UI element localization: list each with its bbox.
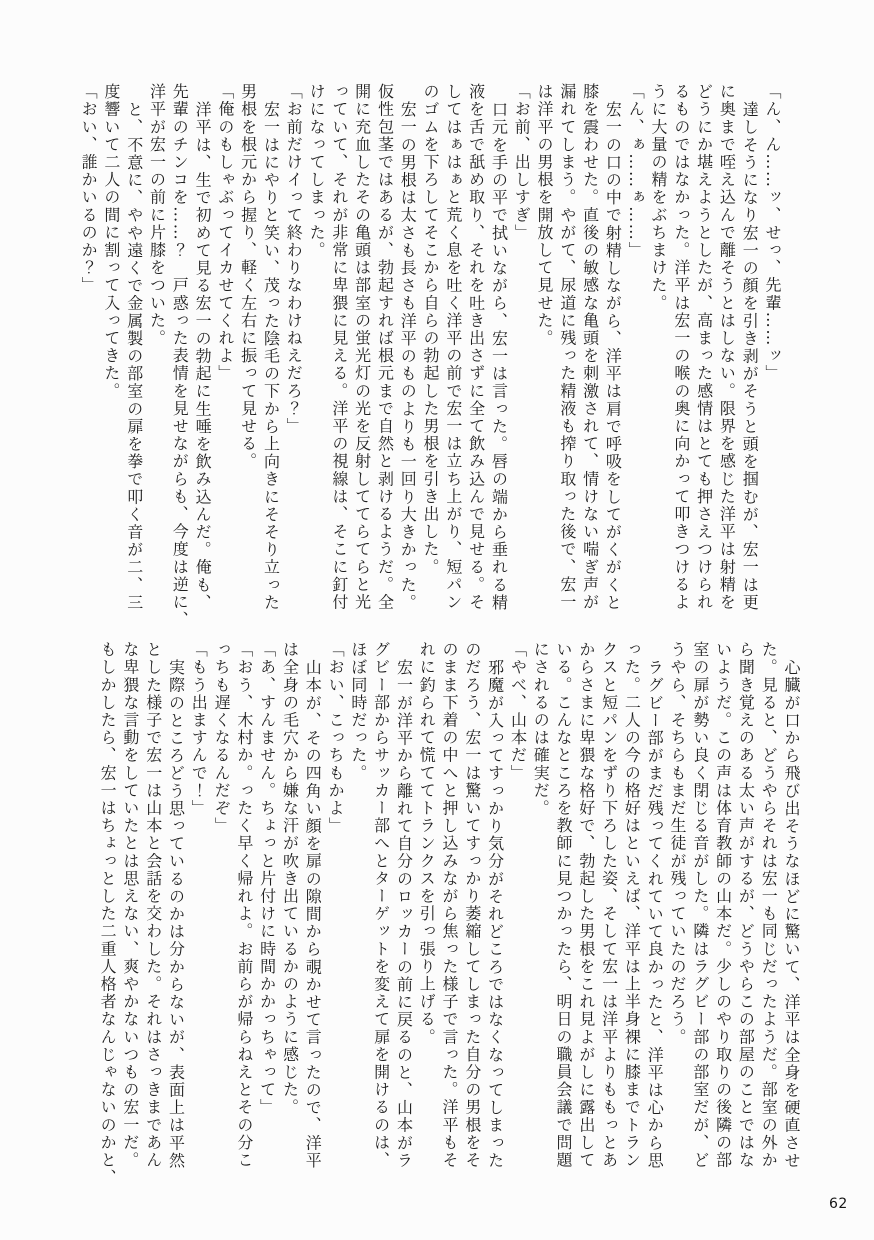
text-line: のゴムを下ろしてそこから自らの勃起した男根を引き出した。: [421, 83, 441, 576]
text-line: 洋平は、生で初めて見る宏一の勃起に生唾を飲み込んだ。俺も、: [193, 100, 213, 611]
text-line: うに大量の精をぶちまけた。: [649, 83, 669, 312]
text-line: と、不意に、やや遠くで金属製の部室の扉を拳で叩く音が二、三: [124, 100, 144, 611]
text-line: のだろう、宏一は驚いてすっかり萎縮してしまった自分の男根をそ: [462, 641, 482, 1169]
text-line: もしかしたら、宏一はちょっとした二重人格者なんじゃないのかと、: [98, 641, 118, 1187]
text-line: 宏一が洋平から離れて自分のロッカーの前に戻るのと、山本がラ: [394, 658, 414, 1169]
text-line: ら聞き覚えのある太い声がするが、どうやらこの部屋のことではな: [736, 641, 756, 1169]
text-line: 「おう、木村か。ったく早く帰れよ。お前らが帰らねえとその分こ: [234, 641, 254, 1169]
vertical-text-block-bottom: [95, 641, 802, 1187]
text-line: 仮性包茎ではあるが、勃起すれば根元まで自然と剥けるようだ。全: [375, 83, 395, 611]
text-line: グビー部からサッカー部へとターゲットを変えて扉を開けるのは、: [371, 641, 391, 1169]
text-line: 「あ、すんません。ちょっと片付けに時間かかっちゃって」: [257, 641, 277, 1117]
text-line: 男根を根元から握り、軽く左右に振って見せる。: [238, 83, 258, 471]
text-line: 「もう出ますんで！」: [189, 641, 209, 817]
text-line: 宏一の口の中で射精しながら、洋平は肩で呼吸をしてがくがくと: [603, 100, 623, 611]
text-line: 「ん、ぁ……ぁ……」: [626, 83, 646, 259]
page-number: 62: [829, 1196, 848, 1212]
text-line: 「ん、ん……ッ、せっ、先輩……ッ」: [763, 83, 782, 383]
text-line: 宏一の男根は太さも長さも洋平のものよりも一回り大きかった。: [398, 100, 418, 611]
text-line: 宏一はにやりと笑い、茂った陰毛の下から上向きにそそり立った: [261, 100, 281, 611]
text-line: 室の扉が勢い良く閉じる音がした。隣はラグビー部の部室だが、ど: [690, 641, 710, 1169]
text-line: るものではなかった。洋平は宏一の喉の奥に向かって叩きつけるよ: [671, 83, 691, 611]
text-line: うやら、そちらもまだ生徒が残っていたのだろう。: [668, 641, 688, 1046]
text-line: れに釣られて慌ててトランクスを引っ張り上げる。: [417, 641, 437, 1046]
text-line: とした様子で宏一は山本と会話を交わした。それはさっきまであん: [143, 641, 163, 1169]
text-line: してはぁはぁと荒く息を吐く洋平の前で宏一は立ち上がり、短パン: [443, 83, 463, 611]
text-line: に奥まで咥え込んで離そうとはしない。限界を感じた洋平は射精を: [717, 83, 737, 611]
text-line: は洋平の男根を開放して見せた。: [535, 83, 555, 347]
text-line: 「俺のもしゃぶってイカせてくれよ」: [215, 83, 235, 383]
text-line: 洋平が宏一の前に片膝をついた。: [147, 83, 167, 347]
text-line: 達しそうになり宏一の顔を引き剥がそうと頭を掴むが、宏一は更: [740, 100, 760, 611]
text-line: 「やべ、山本だ」: [508, 641, 528, 782]
text-line: な卑猥な言動をしていたとは思えない、爽やかないつもの宏一だ。: [120, 641, 140, 1169]
text-line: 邪魔が入ってすっかり気分がそれどころではなくなってしまった: [485, 658, 505, 1169]
text-line: 「おい、誰かいるのか？」: [79, 83, 99, 295]
text-line: 心臓が口から飛び出そうなほどに驚いて、洋平は全身を硬直させ: [782, 658, 801, 1169]
text-line: のまま下着の中へと押し込みながら焦った様子で言った。洋平もそ: [440, 641, 460, 1169]
vertical-text-block-top: [75, 83, 783, 629]
text-line: クスと短パンをずり下ろした姿、そして宏一は洋平よりももっとあ: [599, 641, 619, 1169]
text-line: いる。こんなところを教師に見つかったら、明日の職員会議で問題: [554, 641, 574, 1169]
text-line: っちも遅くなるんだぞ」: [212, 641, 232, 835]
text-line: けになってしまった。: [307, 83, 327, 259]
text-line: からさまに卑猥な格好で、勃起した男根をこれ見よがしに露出して: [576, 641, 596, 1169]
text-line: 山本が、その四角い顔を扉の隙間から覗かせて言ったので、洋平: [303, 658, 323, 1169]
text-line: ほぼ同時だった。: [348, 641, 368, 782]
text-line: た。見ると、どうやらそれは宏一も同じだったようだ。部室の外か: [759, 641, 779, 1169]
text-line: 「お前だけイって終わりなわけねえだろ？」: [284, 83, 304, 435]
text-line: 度響いて二人の間に割って入ってきた。: [101, 83, 121, 400]
text-line: 「おい、こっちもかよ」: [326, 641, 346, 835]
text-line: ラグビー部がまだ残ってくれていて良かったと、洋平は心から思: [645, 658, 665, 1169]
text-line: 液を舌で舐め取り、それを吐き出さずに全て飲み込んで見せる。そ: [466, 83, 486, 611]
text-line: 開に充血したその亀頭は部室の蛍光灯の光を反射しててらてらと光: [352, 83, 372, 611]
text-line: いようだ。この声は体育教師の山本だ。少しのやり取りの後隣の部: [713, 641, 733, 1169]
text-line: 膝を震わせた。直後の敏感な亀頭を刺激されて、情けない喘ぎ声が: [580, 83, 600, 611]
text-line: にされるのは確実だ。: [531, 641, 551, 817]
text-line: った。二人の今の格好はといえば、洋平は上半身裸に膝までトラン: [622, 641, 642, 1169]
text-line: 口元を手の平で拭いながら、宏一は言った。唇の端から垂れる精: [489, 100, 509, 611]
text-line: っていて、それが非常に卑猥に見える。洋平の視線は、そこに釘付: [329, 83, 349, 611]
text-line: 漏れてしまう。やがて、尿道に残った精液も搾り取った後で、宏一: [557, 83, 577, 611]
text-line: 先輩のチンコを……？ 戸惑った表情を見せながらも、今度は逆に、: [170, 83, 190, 629]
text-line: 「お前、出しすぎ」: [512, 83, 532, 242]
text-line: 実際のところどう思っているのかは分からないが、表面上は平然: [166, 658, 186, 1169]
text-line: は全身の毛穴から嫌な汗が吹き出ているかのように感じた。: [280, 641, 300, 1117]
text-line: どうにか堪えようとしたが、高まった感情はとても押さえつけられ: [694, 83, 714, 611]
